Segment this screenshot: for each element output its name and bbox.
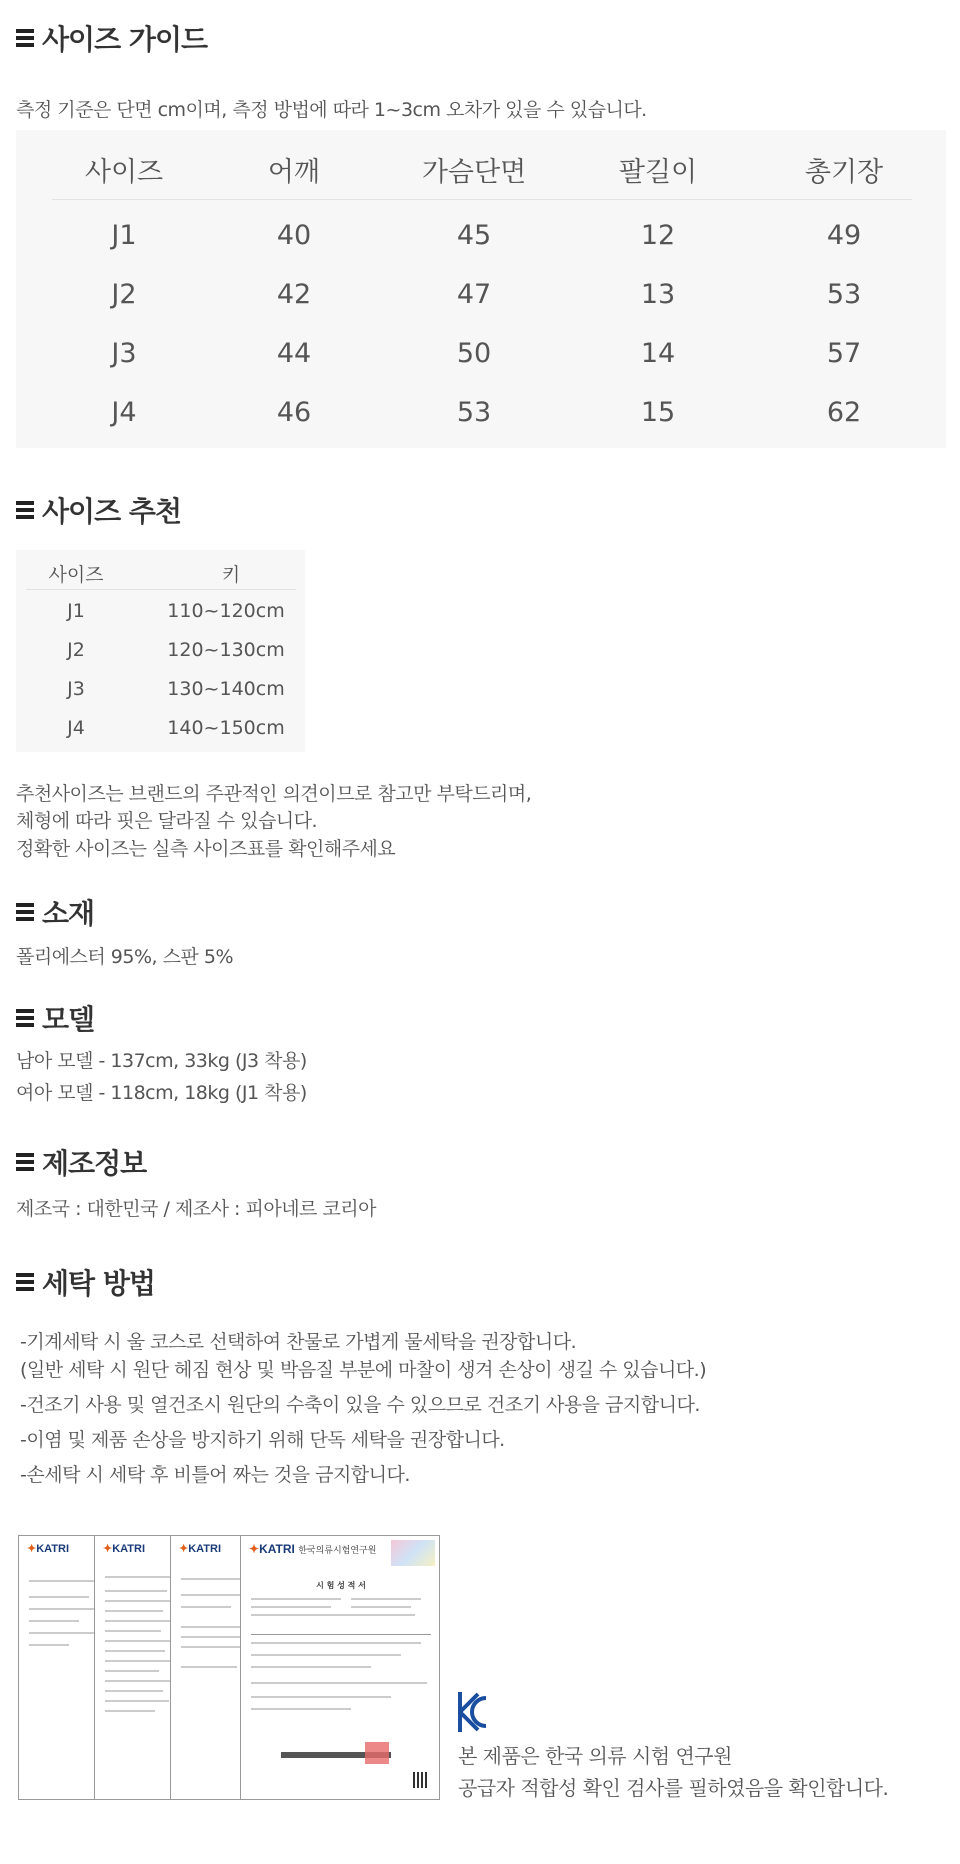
table-cell: J2 — [111, 279, 137, 310]
column-header: 총기장 — [804, 157, 884, 188]
column-header: 키 — [221, 564, 241, 586]
column-header: 어깨 — [267, 157, 321, 188]
size-table — [16, 130, 946, 448]
table-cell: 49 — [826, 220, 862, 251]
table-cell: 57 — [826, 338, 862, 369]
table-cell: 130~140cm — [167, 678, 285, 700]
katri-logo: ✦KATRI — [27, 1543, 70, 1555]
washing-line: -기계세탁 시 울 코스로 선택하여 찬물로 가볍게 물세탁을 권장합니다. — [20, 1331, 577, 1353]
table-cell: 15 — [640, 397, 676, 428]
certificate-main-page — [240, 1535, 440, 1800]
table-cell: 47 — [456, 279, 492, 310]
menu-bars-icon — [16, 903, 34, 921]
table-cell: 40 — [276, 220, 312, 251]
washing-line: -이염 및 제품 손상을 방지하기 위해 단독 세탁을 권장합니다. — [20, 1429, 505, 1451]
column-header: 가슴단면 — [421, 157, 527, 188]
material-heading: 소재 — [16, 892, 94, 932]
katri-logo: ✦KATRI 한국의류시험연구원 — [249, 1542, 377, 1556]
table-cell: J4 — [67, 717, 85, 739]
washing-line: (일반 세탁 시 원단 헤짐 현상 및 박음질 부분에 마찰이 생겨 손상이 생길 수 있습니다.) — [20, 1359, 707, 1381]
recommend-table — [16, 550, 305, 752]
table-cell: J3 — [111, 338, 137, 369]
menu-bars-icon — [16, 501, 34, 519]
table-cell: 62 — [826, 397, 862, 428]
table-cell: 46 — [276, 397, 312, 428]
column-header: 팔길이 — [618, 157, 698, 188]
table-cell: 44 — [276, 338, 312, 369]
model-line: 여아 모델 - 118cm, 18kg (J1 착용) — [16, 1082, 307, 1104]
qr-code-icon — [413, 1772, 429, 1788]
certificate-seal-graphic — [391, 1540, 435, 1566]
table-row — [16, 397, 946, 455]
menu-bars-icon — [16, 1009, 34, 1027]
table-cell: 110~120cm — [167, 600, 285, 622]
size-recommend-heading: 사이즈 추천 — [16, 490, 181, 530]
katri-logo: ✦KATRI — [179, 1543, 222, 1555]
manufacture-text: 제조국 : 대한민국 / 제조사 : 피아네르 코리아 — [16, 1198, 376, 1220]
table-cell: 13 — [640, 279, 676, 310]
column-header: 사이즈 — [84, 157, 164, 188]
washing-heading: 세탁 방법 — [16, 1262, 155, 1302]
washing-line: -손세탁 시 세탁 후 비틀어 짜는 것을 금지합니다. — [20, 1464, 410, 1486]
table-cell: 12 — [640, 220, 676, 251]
model-heading: 모델 — [16, 998, 94, 1038]
table-row — [16, 279, 946, 337]
recommend-note: 체형에 따라 핏은 달라질 수 있습니다. — [16, 810, 318, 832]
menu-bars-icon — [16, 29, 34, 47]
size-guide-heading: 사이즈 가이드 — [16, 18, 207, 58]
table-cell: 42 — [276, 279, 312, 310]
kc-mark-icon — [456, 1688, 490, 1736]
table-cell: 140~150cm — [167, 717, 285, 739]
certificate-caption: 본 제품은 한국 의류 시험 연구원 — [458, 1744, 732, 1768]
divider — [52, 199, 912, 200]
menu-bars-icon — [16, 1273, 34, 1291]
table-cell: 53 — [456, 397, 492, 428]
table-cell: 45 — [456, 220, 492, 251]
katri-logo: ✦KATRI — [103, 1543, 146, 1555]
recommend-note: 정확한 사이즈는 실측 사이즈표를 확인해주세요 — [16, 838, 396, 860]
table-cell: J1 — [67, 600, 85, 622]
divider — [26, 589, 296, 590]
model-line: 남아 모델 - 137cm, 33kg (J3 착용) — [16, 1050, 307, 1072]
table-cell: J3 — [67, 678, 85, 700]
manufacture-heading: 제조정보 — [16, 1142, 146, 1182]
table-cell: 14 — [640, 338, 676, 369]
table-cell: 50 — [456, 338, 492, 369]
material-text: 폴리에스터 95%, 스판 5% — [16, 946, 234, 968]
column-header: 사이즈 — [48, 564, 104, 586]
table-row — [16, 338, 946, 396]
certificate-caption: 공급자 적합성 확인 검사를 필하였음을 확인합니다. — [458, 1776, 889, 1800]
table-row — [16, 220, 946, 278]
washing-line: -건조기 사용 및 열건조시 원단의 수축이 있을 수 있으므로 건조기 사용을 금지합니다. — [20, 1394, 700, 1416]
certificate-doc-title: 시 험 성 적 서 — [316, 1581, 366, 1590]
table-cell: 53 — [826, 279, 862, 310]
menu-bars-icon — [16, 1153, 34, 1171]
table-cell: 120~130cm — [167, 639, 285, 661]
measurement-note: 측정 기준은 단면 cm이며, 측정 방법에 따라 1~3cm 오차가 있을 수 있습니다. — [16, 99, 647, 121]
recommend-note: 추천사이즈는 브랜드의 주관적인 의견이므로 참고만 부탁드리며, — [16, 783, 532, 805]
table-cell: J1 — [111, 220, 137, 251]
table-cell: J4 — [111, 397, 137, 428]
certificate-stamp — [365, 1742, 389, 1764]
table-cell: J2 — [67, 639, 85, 661]
